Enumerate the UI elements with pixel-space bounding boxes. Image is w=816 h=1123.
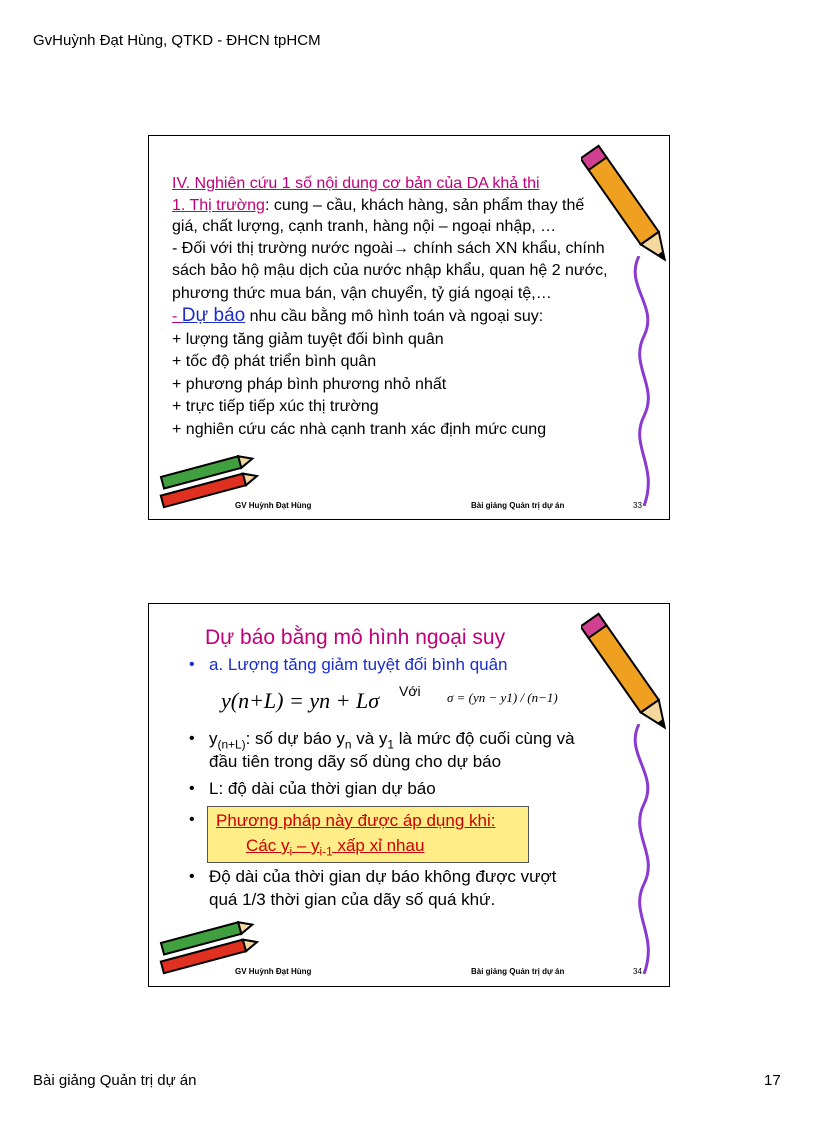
slide1-footer-author: GV Huỳnh Đạt Hùng	[235, 501, 312, 510]
slide1-line-5: sách bảo hộ mậu dịch của nước nhập khẩu, quan hệ 2 nước,	[172, 262, 608, 279]
pencil-clipart-icon	[581, 604, 670, 744]
bullet: •	[189, 730, 195, 747]
slide1-number: 33	[633, 501, 642, 510]
slide-34	[148, 603, 670, 987]
slide-33	[148, 135, 670, 520]
slide1-line-3: giá, chất lượng, cạnh tranh, hàng nội – ngoại nhập, …	[172, 218, 557, 235]
slide1-line-4: - Đối với thị trường nước ngoài→ chính sách XN khẩu, chính	[172, 240, 605, 257]
formula-sigma: σ = (yn − y1) / (n−1)	[447, 690, 558, 705]
slide2-footer-course: Bài giảng Quản trị dự án	[471, 967, 565, 976]
slide2-title: Dự báo bằng mô hình ngoại suy	[205, 626, 506, 649]
slide1-item-3: + phương pháp bình phương nhỏ nhất	[172, 376, 447, 393]
slide1-forecast-line: - Dự báo nhu cầu bằng mô hình toán và ngoại suy:	[172, 305, 544, 326]
page-footer-title: Bài giảng Quản trị dự án	[33, 1072, 197, 1089]
slide2-footer-author: GV Huỳnh Đạt Hùng	[235, 967, 312, 976]
squiggle-line-icon	[619, 256, 669, 506]
slide1-heading: IV. Nghiên cứu 1 số nội dung cơ bản của DA khả thi	[172, 175, 540, 192]
slide2-cond2-line2: quá 1/3 thời gian của dãy số quá khứ.	[209, 890, 496, 909]
slide1-item-5: + nghiên cứu các nhà cạnh tranh xác định mức cung	[172, 421, 547, 438]
slide2-def1: $y_{(n+L)}$: số dự báo $y_n$ và $y_1$ là mức độ cuối cùng và	[209, 729, 575, 752]
slide1-item-1: + lượng tăng giảm tuyệt đối bình quân	[172, 331, 444, 348]
slide2-def1-line2: đầu tiên trong dãy số dùng cho dự báo	[209, 752, 502, 771]
highlight-line-1: Phương pháp này được áp dụng khi:	[216, 811, 496, 830]
slide1-item-2: + tốc độ phát triển bình quân	[172, 353, 377, 370]
slide2-number: 34	[633, 967, 642, 976]
highlight-box	[207, 806, 529, 863]
formula-with-label: Với	[399, 683, 421, 699]
bullet: •	[189, 868, 195, 885]
bullet: •	[189, 780, 195, 797]
slide1-footer-course: Bài giảng Quản trị dự án	[471, 501, 565, 510]
slide1-market-line: 1. Thị trường: cung – cầu, khách hàng, sản phẩm thay thế	[172, 197, 585, 214]
formula-main: y(n+L) = yn + Lσ	[221, 688, 380, 713]
slide1-item-4: + trực tiếp tiếp xúc thị trường	[172, 398, 379, 415]
bullet: •	[189, 656, 195, 673]
page-number: 17	[764, 1072, 781, 1089]
slide1-line-6: phương thức mua bán, vận chuyển, tỷ giá ngoại tệ,…	[172, 285, 552, 302]
highlight-line-2: Các $y_i - y_{i-1}$ xấp xỉ nhau	[246, 836, 425, 859]
slide2-cond2-line1: Độ dài của thời gian dự báo không được vượt	[209, 867, 557, 886]
page-header: GvHuỳnh Đạt Hùng, QTKD - ĐHCN tpHCM	[33, 32, 321, 49]
slide2-def2: L: độ dài của thời gian dự báo	[209, 779, 436, 798]
bullet: •	[189, 811, 195, 828]
squiggle-line-icon	[619, 724, 669, 974]
slide2-subtitle: a. Lượng tăng giảm tuyệt đối bình quân	[209, 655, 508, 674]
